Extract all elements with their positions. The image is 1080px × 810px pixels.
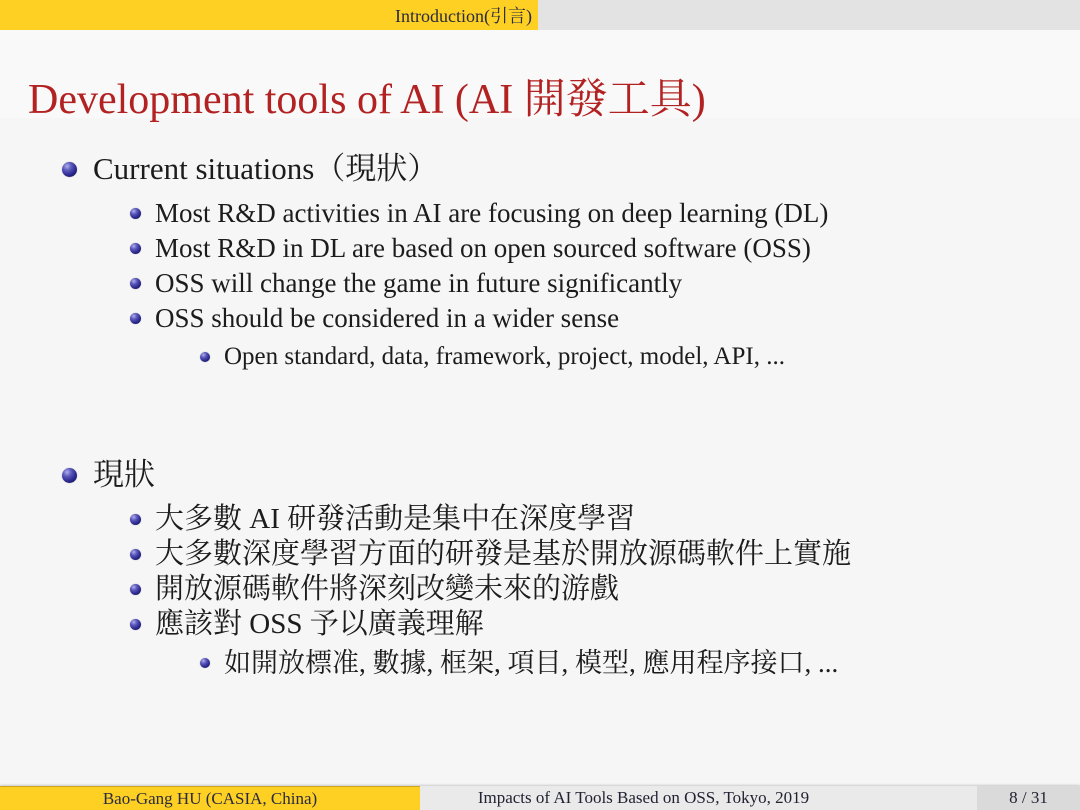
bullet-ball-icon [130, 619, 141, 630]
bullet-ball-icon [130, 278, 141, 289]
list-item-label: Current situations（現狀） [93, 151, 439, 186]
section-tab-introduction [0, 0, 538, 30]
list-item-label: OSS should be considered in a wider sense [155, 303, 620, 333]
footer-page-label: 8 / 31 [1009, 788, 1048, 807]
bullet-ball-icon [130, 208, 141, 219]
slide-body [0, 118, 1080, 682]
page-title: Development tools of AI (AI 開發工具) [28, 77, 706, 123]
list-subitem [0, 338, 1080, 376]
list-item [0, 607, 1080, 642]
list-item [0, 502, 1080, 537]
bullet-ball-icon [130, 549, 141, 560]
list-item-label: 大多數 AI 研發活動是集中在深度學習 [155, 503, 636, 535]
list-item-label: 應該對 OSS 予以廣義理解 [155, 608, 484, 640]
bullet-ball-icon [200, 352, 210, 362]
list-item [0, 231, 1080, 266]
list-item-label: Most R&D activities in AI are focusing on deep learning (DL) [155, 198, 829, 228]
list-item [0, 266, 1080, 301]
section-label: Introduction(引言) [395, 6, 532, 26]
footer-page-number [977, 786, 1080, 810]
list-item-heading-current-situations [0, 150, 1080, 188]
footer-talk-title [420, 786, 977, 810]
bullet-ball-icon [62, 468, 77, 483]
bullet-ball-icon [130, 514, 141, 525]
bullet-ball-icon [200, 658, 210, 668]
bullet-ball-icon [130, 243, 141, 254]
list-item-label: Most R&D in DL are based on open sourced software (OSS) [155, 233, 811, 263]
list-item [0, 537, 1080, 572]
title-bar [0, 30, 1080, 123]
bullet-ball-icon [62, 162, 77, 177]
list-subitem [0, 644, 1080, 682]
list-item [0, 301, 1080, 336]
list-item [0, 196, 1080, 231]
list-item [0, 572, 1080, 607]
headline-bar [0, 0, 1080, 30]
footline-bar [0, 786, 1080, 810]
list-item-label: 開放源碼軟件將深刻改變未來的游戲 [155, 573, 620, 605]
list-item-label: 如開放標准, 數據, 框架, 項目, 模型, 應用程序接口, ... [224, 648, 839, 678]
list-item-label: 現狀 [93, 457, 155, 492]
list-item-label: 大多數深度學習方面的研發是基於開放源碼軟件上實施 [155, 538, 852, 570]
list-item-heading-status [0, 456, 1080, 494]
bullet-ball-icon [130, 313, 141, 324]
bullet-ball-icon [130, 584, 141, 595]
footer-author-label: Bao-Gang HU (CASIA, China) [102, 788, 318, 808]
footer-title-label: Impacts of AI Tools Based on OSS, Tokyo, 2019 [477, 788, 810, 807]
list-item-label: OSS will change the game in future significantly [155, 268, 683, 298]
footer-author [0, 786, 420, 810]
list-item-label: Open standard, data, framework, project, model, API, ... [224, 343, 785, 370]
